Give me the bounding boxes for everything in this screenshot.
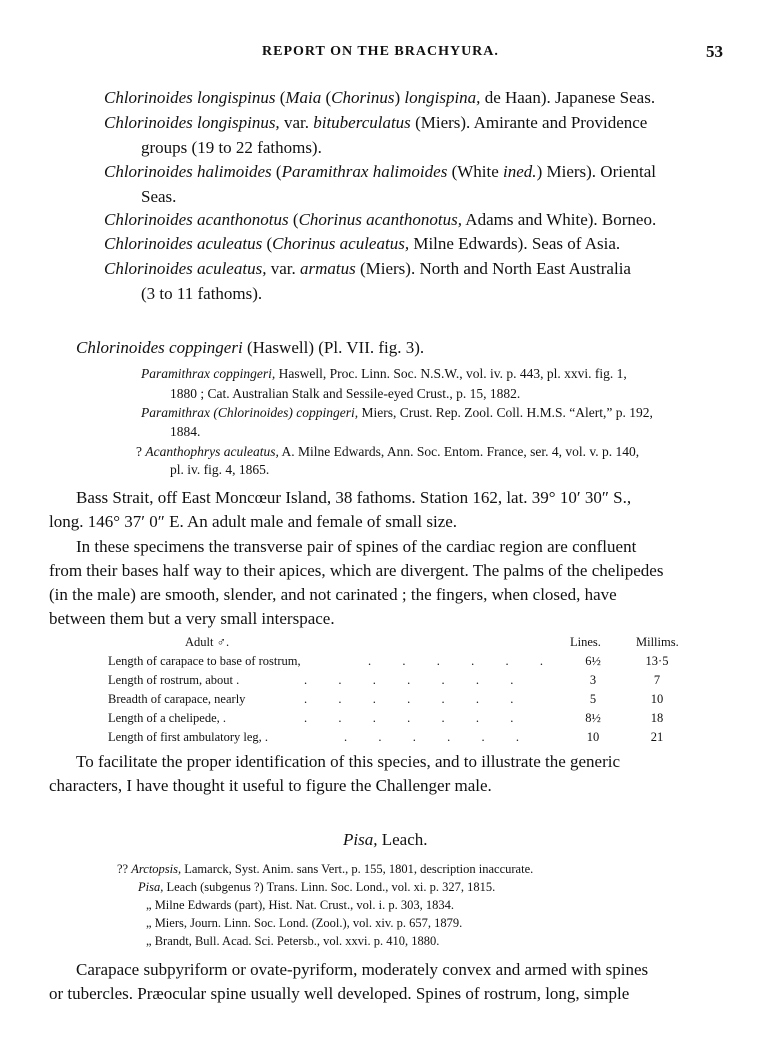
text: Miers, Journ. Linn. Soc. Lond. (Zool.), vol. xiv. p. 657, 1879. [154,916,463,930]
text: var. [279,113,314,132]
text: (White [447,162,504,181]
ref-name: Arctopsis, [131,862,182,876]
ref-name: Paramithrax (Chlorinoides) coppingeri, [141,405,359,420]
table-row: Length of a chelipede, . [108,711,227,725]
leader-dots: . . . . . . [368,654,543,668]
table-row: Length of first ambulatory leg, . [108,730,269,744]
text: „ [146,934,155,948]
pisa-ref-2 [138,880,495,895]
text: (Miers). Amirante and Providence [410,113,648,132]
section-title-coppingeri [76,338,424,358]
synonym: Chorinus acanthonotus, [298,210,462,229]
text: Brandt, Bull. Acad. Sci. Petersb., vol. xxvi. p. 410, 1880. [154,934,440,948]
leader-dots: . . . . . . . [304,673,514,687]
text: var. [266,259,300,278]
col-header-millims: Millims. [636,635,679,649]
cell-millims: 18 [650,711,664,725]
cell-lines: 8½ [585,711,601,725]
text: ) Miers). Oriental [536,162,656,181]
cell-millims: 21 [650,730,664,744]
species-name: Chlorinoides coppingeri [76,338,243,357]
reference-2 [141,405,653,421]
variety: bituberculatus [313,113,411,132]
text: Milne Edwards (part), Hist. Nat. Crust., vol. i. p. 303, 1834. [154,898,454,912]
cell-lines: 6½ [585,654,601,668]
leader-dots: . . . . . . . [304,711,514,725]
paragraph-desc-l1: In these specimens the transverse pair of spines of the cardiac region are confluent [76,537,637,556]
reference-1 [141,366,627,382]
cell-lines: 5 [589,692,597,706]
text: ( [321,88,332,107]
paragraph-desc-l3: (in the male) are smooth, slender, and not carinated ; the fingers, when closed, have [49,585,617,604]
paragraph-locality-l2: long. 146° 37′ 0″ E. An adult male and female of small size. [49,512,458,531]
ref-name: Pisa, [138,880,164,894]
species-line-2-cont: groups (19 to 22 fathoms). [141,138,322,157]
genus-name: Pisa, [343,830,378,849]
species-line-5 [104,234,620,254]
paragraph-pisa-l1: Carapace subpyriform or ovate-pyriform, moderately convex and armed with spines [76,960,649,979]
text: (Haswell) (Pl. VII. fig. 3). [242,338,425,357]
text: Milne Edwards). Seas of Asia. [409,234,621,253]
species-name: Chlorinoides acanthonotus [104,210,289,229]
text: Lamarck, Syst. Anim. sans Vert., p. 155, 1801, description inaccurate. [181,862,534,876]
species-line-3 [104,162,656,182]
paragraph-desc-l2: from their bases half way to their apices, which are divergent. The palms of the chelipedes [49,561,664,580]
text: Haswell, Proc. Linn. Soc. N.S.W., vol. iv. p. 443, pl. xxvi. fig. 1, [275,366,627,381]
species-name: Chlorinoides aculeatus, [104,259,267,278]
text: Leach. [377,830,428,849]
page-number: 53 [706,42,723,61]
reference-3 [136,444,639,460]
annotation: ined. [503,162,537,181]
text: ( [275,88,286,107]
species-line-6-cont: (3 to 11 fathoms). [141,284,263,303]
text: ) [394,88,405,107]
table-row: Length of carapace to base of rostrum, [108,654,301,668]
table-row: Length of rostrum, about . [108,673,240,687]
section-title-pisa [343,830,428,850]
leader-dots: . . . . . . . [304,692,514,706]
text: A. Milne Edwards, Ann. Soc. Entom. France, ser. 4, vol. v. p. 140, [278,444,640,459]
leader-dots: . . . . . . [344,730,519,744]
running-header: REPORT ON THE BRACHYURA. [262,44,499,59]
paragraph-pisa-l2: or tubercles. Præocular spine usually well developed. Spines of rostrum, long, simple [49,984,630,1003]
text: ?? [117,862,132,876]
species-line-2 [104,113,647,133]
cell-lines: 3 [589,673,597,687]
species-line-1 [104,88,655,108]
pisa-ref-3 [146,898,454,913]
cell-millims: 7 [653,673,661,687]
species-name: Chlorinoides halimoides [104,162,272,181]
species-name: Chlorinoides longispinus [104,88,276,107]
pisa-ref-4 [146,916,462,931]
species-line-6 [104,259,631,279]
table-heading: Adult ♂. [185,635,230,649]
paragraph-locality-l1: Bass Strait, off East Moncœur Island, 38 fathoms. Station 162, lat. 39° 10′ 30″ S., [76,488,632,507]
reference-3-cont: pl. iv. fig. 4, 1865. [170,462,270,477]
text: Adams and White). Borneo. [461,210,657,229]
reference-1-cont: 1880 ; Cat. Australian Stalk and Sessile-eyed Crust., p. 15, 1882. [170,386,521,401]
paragraph-figure-l2: characters, I have thought it useful to figure the Challenger male. [49,776,492,795]
table-row: Breadth of carapace, nearly [108,692,246,706]
text: „ [146,916,155,930]
species-line-4 [104,210,656,230]
text: ? [136,444,146,459]
synonym: longispina, [404,88,481,107]
species-line-3-cont: Seas. [141,187,177,206]
text: „ [146,898,155,912]
cell-lines: 10 [586,730,600,744]
synonym: Maia [285,88,322,107]
text: Leach (subgenus ?) Trans. Linn. Soc. Lond., vol. xi. p. 327, 1815. [163,880,496,894]
cell-millims: 10 [650,692,664,706]
ref-name: Acanthophrys aculeatus, [145,444,279,459]
pisa-ref-5 [146,934,439,949]
reference-2-cont: 1884. [170,424,201,439]
ref-name: Paramithrax coppingeri, [141,366,276,381]
synonym: Paramithrax halimoides [281,162,448,181]
text: ( [288,210,299,229]
paragraph-desc-l4: between them but a very small interspace. [49,609,335,628]
cell-millims: 13·5 [645,654,669,668]
synonym: Chorinus [331,88,395,107]
text: ( [271,162,282,181]
species-name: Chlorinoides longispinus, [104,113,280,132]
paragraph-figure-l1: To facilitate the proper identification of this species, and to illustrate the generic [76,752,621,771]
pisa-ref-1 [117,862,533,877]
text: de Haan). Japanese Seas. [480,88,656,107]
synonym: Chorinus aculeatus, [272,234,410,253]
species-name: Chlorinoides aculeatus [104,234,263,253]
text: ( [262,234,273,253]
text: (Miers). North and North East Australia [355,259,631,278]
text: Miers, Crust. Rep. Zool. Coll. H.M.S. “Alert,” p. 192, [358,405,653,420]
variety: armatus [299,259,356,278]
col-header-lines: Lines. [570,635,601,649]
